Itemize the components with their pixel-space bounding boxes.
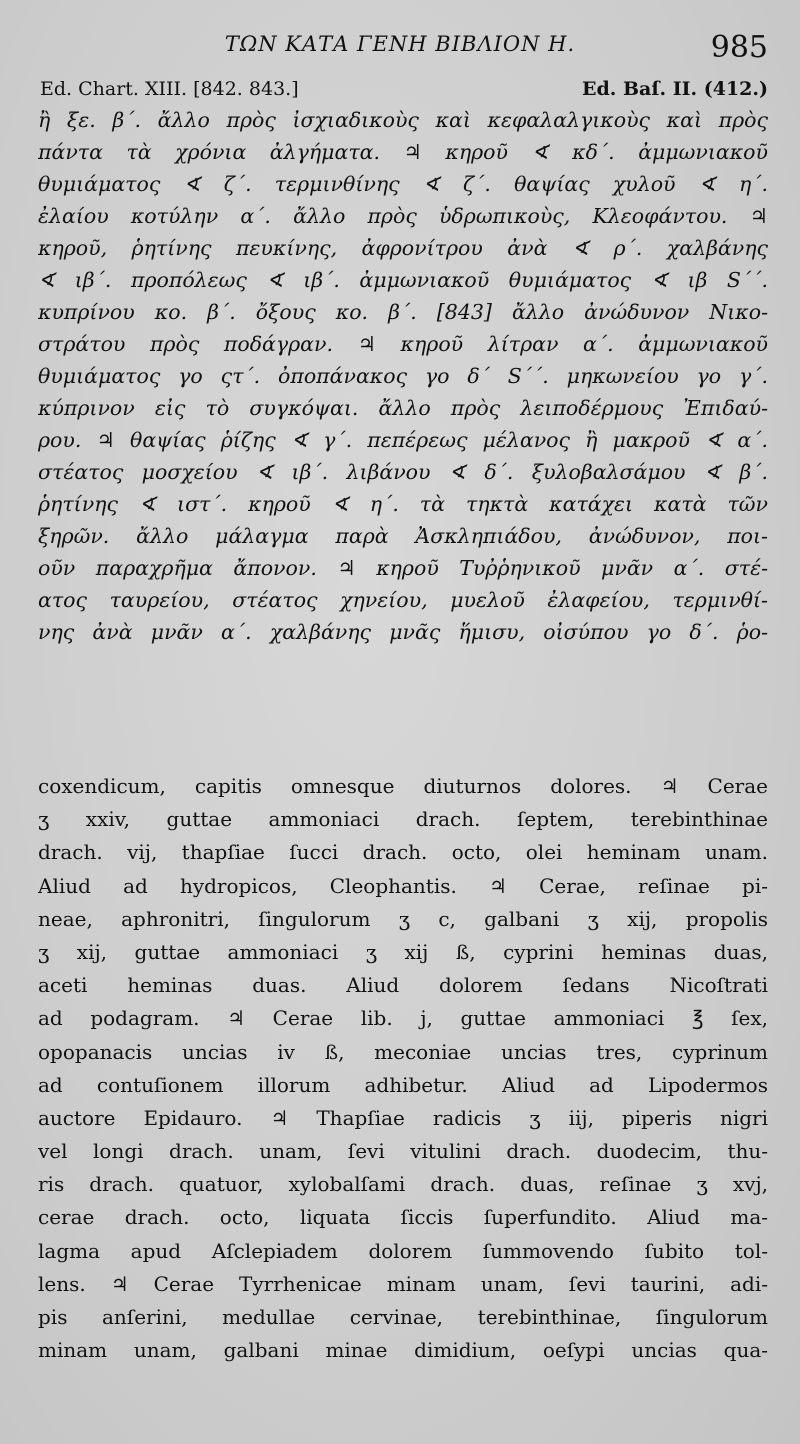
latin-translation-block [38, 770, 768, 1367]
greek-text-line: νης ἀνὰ μνᾶν α΄. χαλβάνης μνᾶς ἥμισυ, οἰσύπου γο δ΄. ῥο- [38, 620, 768, 644]
latin-text-line: lens. ♃ Cerae Tyrrhenicae minam unam, ſevi taurini, adi- [38, 1271, 768, 1296]
greek-text-line: κηροῦ, ῥητίνης πευκίνης, ἀφρονίτρου ἀνὰ ∢ ρ΄. χαλβάνης [38, 236, 768, 260]
latin-text-line: ad contuſionem illorum adhibetur. Aliud ad Lipodermos [38, 1072, 768, 1097]
greek-text-line: ἐλαίου κοτύλην α΄. ἄλλο πρὸς ὑδρωπικοὺς, Κλεοφάντου. ♃ [38, 204, 768, 228]
latin-text-line: ad podagram. ♃ Cerae lib. j, guttae ammoniaci ℥ ſex, [38, 1006, 768, 1031]
greek-text-line: ρου. ♃ θαψίας ῥίζης ∢ γ΄. πεπέρεως μέλανος ἢ μακροῦ ∢ α΄. [38, 428, 768, 452]
latin-text-line: neae, aphronitri, ſingulorum ʒ c, galbani ʒ xij, propolis [38, 906, 768, 931]
greek-text-line: ῥητίνης ∢ ιστ΄. κηροῦ ∢ η΄. τὰ τηκτὰ κατάχει κατὰ τῶν [38, 492, 768, 516]
greek-text-line: ἢ ξε. β΄. ἄλλο πρὸς ἰσχιαδικοὺς καὶ κεφαλαλγικοὺς καὶ πρὸς [38, 108, 768, 132]
edition-basel-ref: Ed. Baſ. II. (412.) [581, 78, 768, 100]
edition-references [40, 78, 768, 106]
latin-text-line: ʒ xxiv, guttae ammoniaci drach. ſeptem, terebinthinae [38, 807, 768, 832]
latin-text-line: auctore Epidauro. ♃ Thapſiae radicis ʒ iij, piperis nigri [38, 1105, 768, 1130]
latin-text-line: coxendicum, capitis omnesque diuturnos dolores. ♃ Cerae [38, 774, 768, 798]
greek-text-line: θυμιάματος γο ςτ΄. ὀποπάνακος γο δ΄ S΄΄. μηκωνείου γο γ΄. [38, 364, 768, 388]
greek-text-line: πάντα τὰ χρόνια ἀλγήματα. ♃ κηροῦ ∢ κδ΄. ἀμμωνιακοῦ [38, 140, 768, 164]
greek-text-line: κύπρινον εἰς τὸ συγκόψαι. ἄλλο πρὸς λειποδέρμους Ἐπιδαύ- [38, 396, 768, 420]
greek-text-block [38, 104, 768, 648]
greek-text-line: ξηρῶν. ἄλλο μάλαγμα παρὰ Ἀσκληπιάδου, ἀνώδυνον, ποι- [38, 524, 768, 548]
latin-text-line: minam unam, galbani minae dimidium, oeſypi uncias qua- [38, 1338, 768, 1363]
latin-text-line: ris drach. quatuor, xylobalſami drach. duas, reſinae ʒ xvj, [38, 1172, 768, 1197]
latin-text-line: pis anſerini, medullae cervinae, terebinthinae, ſingulorum [38, 1305, 768, 1329]
edition-chartier-ref: Ed. Chart. XIII. [842. 843.] [40, 78, 299, 100]
greek-text-line: στέατος μοσχείου ∢ ιβ΄. λιβάνου ∢ δ΄. ξυλοβαλσάμου ∢ β΄. [38, 460, 768, 484]
greek-text-line: ατος ταυρείου, στέατος χηνείου, μυελοῦ ἐλαφείου, τερμινθί- [38, 588, 768, 612]
latin-text-line: ʒ xij, guttae ammoniaci ʒ xij ß, cyprini heminas duas, [38, 939, 768, 964]
greek-text-line: θυμιάματος ∢ ζ΄. τερμινθίνης ∢ ζ΄. θαψίας χυλοῦ ∢ η΄. [38, 172, 768, 196]
latin-text-line: lagma apud Aſclepiadem dolorem ſummovendo ſubito tol- [38, 1238, 768, 1263]
page-number: 985 [710, 30, 768, 65]
latin-text-line: Aliud ad hydropicos, Cleophantis. ♃ Cerae, reſinae pi- [38, 873, 768, 898]
running-title: ΤΩΝ ΚΑΤΑ ΓΕΝΗ ΒΙΒΛΙΟΝ Η. [224, 32, 576, 56]
greek-text-line: ∢ ιβ΄. προπόλεως ∢ ιβ΄. ἀμμωνιακοῦ θυμιάματος ∢ ιβ S΄΄. [38, 268, 768, 292]
latin-text-line: opopanacis uncias iv ß, meconiae uncias tres, cyprinum [38, 1039, 768, 1064]
greek-text-line: στράτου πρὸς ποδάγραν. ♃ κηροῦ λίτραν α΄. ἀμμωνιακοῦ [38, 332, 768, 356]
greek-text-line: κυπρίνου κο. β΄. ὄξους κο. β΄. [843] ἄλλο ἀνώδυνον Νικο- [38, 300, 768, 324]
greek-text-line: οῦν παραχρῆμα ἄπονον. ♃ κηροῦ Τυῤῥηνικοῦ μνᾶν α΄. στέ- [38, 556, 768, 580]
latin-text-line: cerae drach. octo, liquata ſiccis ſuperfundito. Aliud ma- [38, 1205, 768, 1230]
latin-text-line: aceti heminas duas. Aliud dolorem ſedans Nicoſtrati [38, 973, 768, 998]
latin-text-line: drach. vij, thapſiae ſucci drach. octo, olei heminam unam. [38, 840, 768, 865]
latin-text-line: vel longi drach. unam, ſevi vitulini drach. duodecim, thu- [38, 1139, 768, 1164]
running-head [0, 30, 800, 70]
